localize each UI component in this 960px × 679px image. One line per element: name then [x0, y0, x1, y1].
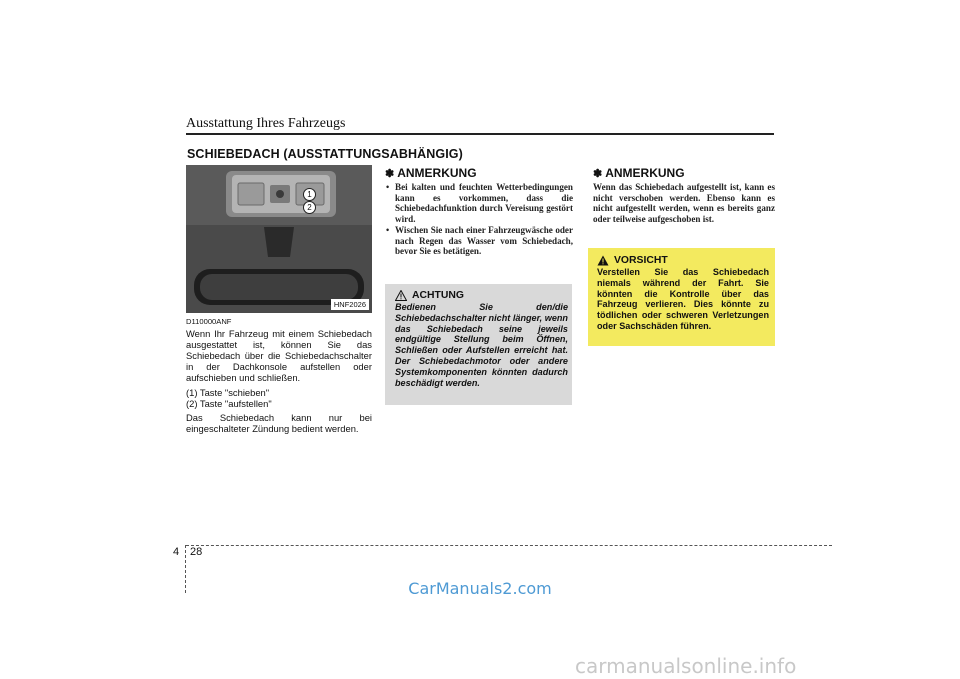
page-number: 28	[190, 546, 203, 558]
footer-divider	[186, 545, 832, 546]
intro-paragraph: Wenn Ihr Fahrzeug mit einem Schiebedach ausgestattet ist, können Sie das Schiebedach über die Schiebedachschalter in der Dachkonsole aufstellen oder aufschieben und schließen.	[186, 328, 372, 384]
note-block-1	[385, 166, 573, 258]
console-illustration	[186, 165, 372, 313]
warning-text: Verstellen Sie das Schiebedach niemals während der Fahrt. Sie könnten die Kontrolle über das Fahrzeug verlieren. Dies könnte zu tödlichen oder schweren Verletzungen oder Sachschäden führen.	[597, 267, 769, 331]
section-title: SCHIEBEDACH (AUSSTATTUNGSABHÄNGIG)	[187, 147, 463, 161]
running-header: Ausstattung Ihres Fahrzeugs	[186, 116, 346, 131]
list-item: • Wischen Sie nach einer Fahrzeugwäsche oder nach Regen das Wasser vom Schiebedach, bevor Sie es betätigen.	[385, 225, 573, 257]
header-rule	[186, 133, 774, 135]
note-symbol-icon: ✽	[593, 167, 603, 180]
sunroof-console-photo	[186, 165, 372, 313]
list-item: • Bei kalten und feuchten Wetterbedingungen kann es vorkommen, dass die Schiebedachfunktion durch Vereisung gestört wird.	[385, 182, 573, 224]
caution-heading	[385, 284, 572, 301]
note-block-2	[593, 166, 775, 224]
note-heading-text: ANMERKUNG	[397, 166, 477, 180]
section-code: D110000ANF	[186, 317, 232, 326]
list-item: (1) Taste "schieben"	[186, 386, 270, 398]
caution-box	[385, 284, 572, 405]
callout-2: 2	[303, 201, 316, 214]
figure-caption: HNF2026	[331, 299, 369, 310]
note-heading	[593, 166, 775, 180]
list-item: (2) Taste "aufstellen"	[186, 397, 272, 409]
note-paragraph: Wenn das Schiebedach aufgestellt ist, kann es nicht verschoben werden. Ebenso kann es nicht aufgestellt werden, wenn es bereits ganz oder teilweise aufgeschoben ist.	[593, 182, 775, 224]
note-bullet-list	[385, 182, 573, 257]
site-watermark: carmanualsonline.info	[575, 654, 797, 678]
watermark-link[interactable]: CarManuals2.com	[408, 579, 552, 598]
warning-box	[588, 248, 775, 346]
note-heading-text: ANMERKUNG	[605, 166, 685, 180]
column-1-text	[186, 316, 372, 437]
chapter-number: 4	[173, 546, 180, 558]
note-heading	[385, 166, 573, 180]
warning-triangle-icon	[395, 290, 407, 301]
warning-triangle-icon	[597, 255, 609, 266]
warning-heading-text: VORSICHT	[614, 255, 668, 266]
warning-heading	[588, 248, 775, 266]
note-symbol-icon: ✽	[385, 167, 395, 180]
callout-1: 1	[303, 188, 316, 201]
caution-text: Bedienen Sie den/die Schiebedachschalter nicht länger, wenn das Schiebedach seine jeweils endgültige Stellung beim Öffnen, Schließen oder Aufstellen erreicht hat. Der Schiebedachmotor oder andere Systemkomponenten könnten dadurch beschädigt werden.	[395, 302, 568, 388]
outro-paragraph: Das Schiebedach kann nur bei eingeschalteter Zündung bedient werden.	[186, 411, 372, 434]
caution-heading-text: ACHTUNG	[412, 290, 464, 301]
